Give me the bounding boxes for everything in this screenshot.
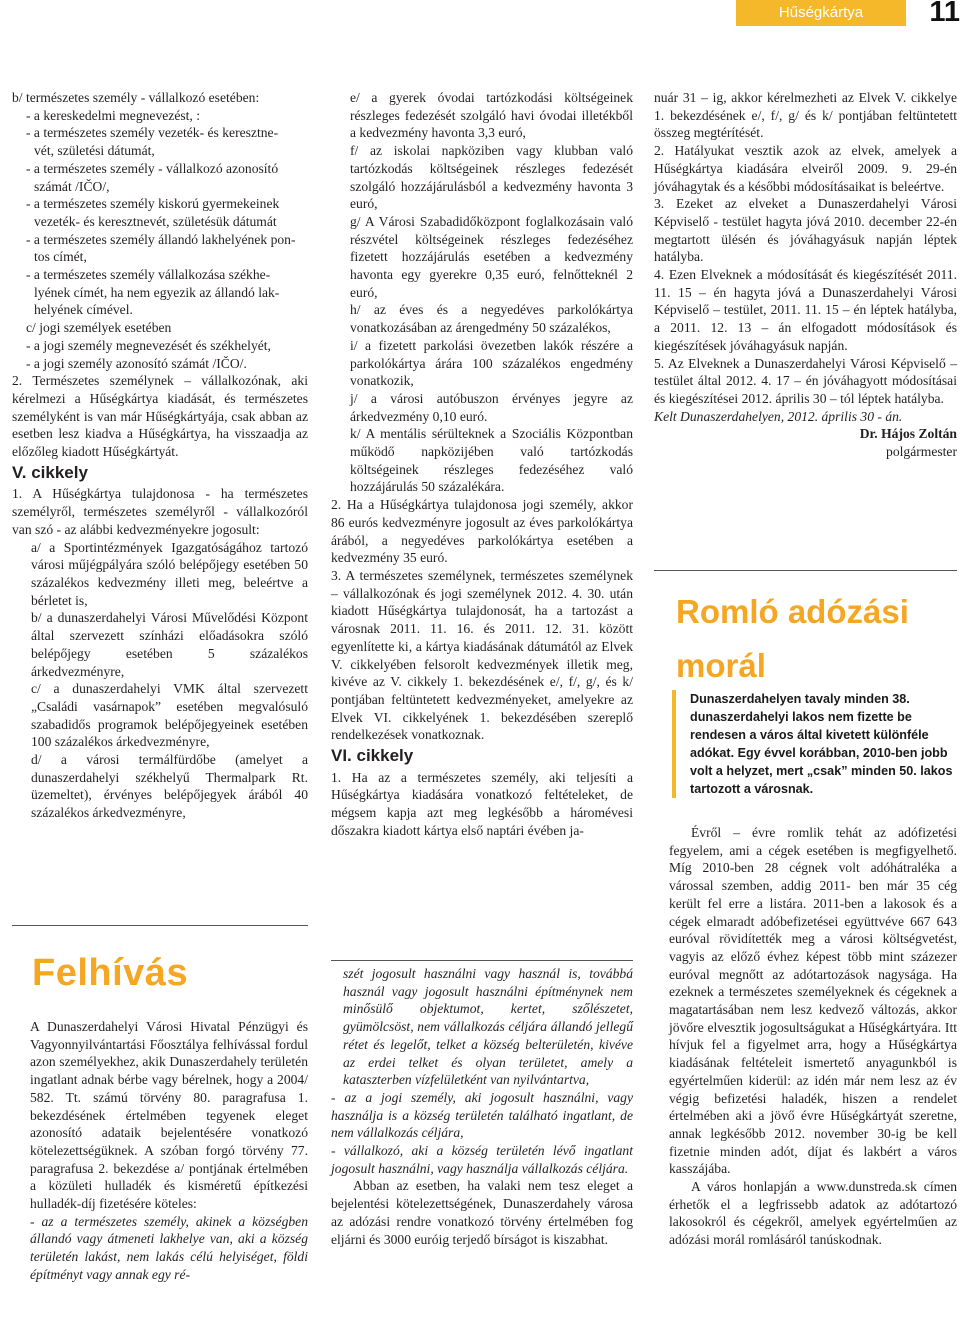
text-line: vét, születési dátumát, — [34, 143, 155, 159]
article-title-line2: morál — [676, 647, 766, 684]
list-item: i/ a fizetett parkolási övezetben lakók részére a parkolókártya árára 100 százalékos engedmény vonatkozik, — [350, 337, 633, 389]
text-line: - a természetes személy - vállalkozó azonosító — [26, 160, 279, 176]
paragraph: 1. Ha az a természetes személy, aki teljesíti a Hűségkártya kiadására vonatkozó feltételeket, de mégsem kapja azt meg legkésőbb a háromévesi dőszakra kiadott kártya első naptári évében ja- — [331, 769, 633, 838]
paragraph: 2. Természetes személynek – vállalkozónak, aki kérelmezi a Hűségkártya kiadását, és természetes személyként is van már Hűségkártyája, csak abban az esetben lesz kiadva a Hűségkártya, ha visszaadja az előzőleg kiadott Hűségkártyát. — [12, 373, 308, 460]
list-item: 4. Ezen Elveknek a módosítását és kiegészítését 2011. 11. 15 – én hagyta jóvá a Dunaszerdahelyi Városi Képviselő – testület, 2011. 11. 15 – én léptek hatályba, a 2011. 12. 13 – án elfogadott módosítások és kiegészítések jóváhagyásuk napján. — [654, 267, 957, 353]
page-number: 11 — [929, 0, 960, 28]
list-item: e/ a gyerek óvodai tartózkodási költségeinek részleges fedezését szolgáló havi óvodai illetékből a kedvezmény havonta 3,3 euró, — [350, 90, 633, 141]
list-item: - az a jogi személy, aki jogosult használni, vagy használja is a község területén található ingatlant, de nem vállalkozás céljára, — [331, 1089, 633, 1141]
article-body — [669, 824, 957, 1249]
paragraph: A város honlapján a www.dunstreda.sk címen érhetők el a legfrissebb adatok az adótartozó lakosokról és cégekről, amelyek egyértelműen az adózási morál romlásáról tanúskodnak. — [669, 1179, 957, 1248]
column-2 — [331, 89, 633, 840]
list-item: h/ az éves és a negyedéves parkolókártya vonatkozásában az árengedmény 50 százalékos, — [350, 302, 633, 336]
article-title — [676, 585, 957, 693]
list-item: 2. Hatályukat vesztik azok az elvek, amelyek a Hűségkártya kiadására elveiről 2009. 9. 29-én jóváhagytak és a későbbi módosításaikat is beleértve. — [654, 143, 957, 194]
paragraph: szét jogosult használni vagy használ is, továbbá használ vagy jogosult használni építménynek nem minősülő objektumot, kertet, szőlészetet, gyümölcsöst, nem vállalkozás céljára állandó jellegű rétet és legelőt, telket a község belterületén, kivéve az erdei telket és olyan területet, amely a kataszterben vízfelületként van nyilvántartva, — [343, 966, 633, 1088]
list-item: b/ a dunaszerdahelyi Városi Művelődési Központ által szervezett színházi előadásokra szóló belépőjegy esetében 5 százalékos árkedvezményre, — [31, 610, 308, 679]
text-line: - a jogi személy azonosító számát /IČO/. — [26, 355, 247, 371]
article-lead: Dunaszerdahelyen tavaly minden 38. dunaszerdahelyi lakos nem fizette be rendesen a város által kivetett különféle adókat. Egy évvel korábban, 2010-ben jobb volt a helyzet, mert „csak” minden 50. lakos tartozott a városnak. — [672, 690, 960, 798]
text-line: számát /IČO/, — [34, 178, 110, 194]
list-item: - vállalkozó, aki a község területén lévő ingatlant jogosult használni, vagy használja vállalkozás céljára. — [331, 1143, 633, 1176]
text-line: lyének címét, ha nem egyezik az állandó lak- — [34, 284, 280, 300]
list-item: k/ A mentális sérülteknek a Szociális Központban működő napközijében való tartózkodás költségeinek részleges fedezéséhez való hozzájárulás 50 százalékára. — [350, 426, 633, 495]
paragraph: 2. Ha a Hűségkártya tulajdonosa jogi személy, akkor 86 eurós kedvezményre jogosult az éves parkolókártya árából, a negyedéves parkolókártya esetében a kedvezmény 35 euró. — [331, 497, 633, 566]
text-line: c/ jogi személyek esetében — [26, 320, 172, 336]
signer-title: polgármester — [886, 444, 957, 460]
list-item: d/ a városi termálfürdőbe (amelyet a dunaszerdahelyi székhelyű Thermalpark Rt. üzemeltet), érvényes belépőjegyek árából 40 százalékos árkedvezményre, — [31, 752, 308, 821]
notice-box — [12, 925, 308, 1011]
list-item: f/ az iskolai napköziben vagy klubban való tartózkodás költségeinek részleges fedezését szolgáló hozzájárulásból a kedvezmény havonta 3 euró, — [350, 143, 633, 212]
paragraph: 3. A természetes személynek, természetes személynek – vállalkozónak és jogi személynek 2012. 4. 30. után kiadott Hűségkártya tulajdonosát, ha a tartozást a városnak 2011. 11. 16. és 2011. 12. 31. között egyenlítette ki, a kártya kiadásának dátumától az Elvek V. cikkelyében felsorolt kedvezmények illetik meg, kivéve az V. cikkely 1. bekezdésének e/, f/, g/, és k/ pontjában feltüntetett kedvezményeket, amelyekre az Elvek VI. cikkelyének 1. bekezdésében szereplő rendelkezések vonatkoznak. — [331, 567, 633, 743]
text-line: tos címét, — [34, 249, 87, 265]
list-item: j/ a városi autóbuszon érvényes jegyre az árkedvezmény 0,10 euró. — [350, 390, 633, 424]
text-line: - a természetes személy állandó lakhelyének pon- — [26, 231, 296, 247]
signature-date: Kelt Dunaszerdahelyen, 2012. április 30 - án. — [654, 408, 903, 424]
list-item: - az a természetes személy, akinek a községben állandó vagy átmeneti lakhelye van, aki a község területén lakást, nem lakás célú helyiséget, földi építményt vagy annak egy ré- — [30, 1213, 308, 1282]
paragraph: Abban az esetben, ha valaki nem tesz eleget a bejelentési kötelezettségének, Dunaszerdahely városa az adózási rendre vonatkozó törvény értelmében fog eljárni és 3000 euróig terjedő bírságot is kiszabhat. — [331, 1178, 633, 1247]
text-line: helyének címével. — [34, 302, 133, 318]
notice-body — [30, 1018, 308, 1284]
section-heading: VI. cikkely — [331, 746, 414, 766]
text-line: - a természetes személy vezeték- és keresztne- — [26, 125, 279, 141]
text-line: - a természetes személy vállalkozása székhe- — [26, 267, 271, 283]
paragraph: 1. A Hűségkártya tulajdonosa - ha természetes személyről, természetes személyről - vállalkozóról van szó - az alábbi kedvezményekre jogosult: — [12, 486, 308, 537]
column-1 — [12, 89, 308, 822]
list-item: a/ a Sportintézmények Igazgatóságához tartozó városi műjégpályára szóló belépőjegy esetében 50 százalékos kedvezmény illeti meg, beleértve a bérletet is, — [31, 539, 308, 608]
column-3 — [654, 89, 957, 461]
section-title: Hűségkártya — [778, 4, 864, 21]
text-line: vezeték- és keresztnevét, születésük dátumát — [34, 213, 277, 229]
list-item: 5. Az Elveknek a Dunaszerdahelyi Városi Képviselő – testület által 2012. 4. 17 – én jóváhagyott módosításai és kiegészítései 2012. április 30 – tól léptek hatályba. — [654, 355, 957, 406]
article-box — [654, 570, 957, 693]
list-item: c/ a dunaszerdahelyi VMK által szervezett „Családi vasárnapok” esetében megvalósuló szabadidős programok belépőjegyeinek esetében 100 százalékos árkedvezményre, — [31, 681, 308, 750]
section-banner — [736, 0, 906, 26]
section-heading: V. cikkely — [12, 462, 88, 482]
notice-title: Felhívás — [32, 952, 189, 994]
signer-name: Dr. Hájos Zoltán — [859, 426, 957, 442]
text-line: - a jogi személy megnevezését és székhelyét, — [26, 337, 271, 353]
text-line: b/ természetes személy - vállalkozó esetében: — [12, 90, 260, 105]
list-item: g/ A Városi Szabadidőközpont foglalkozásain való részvétel költségeinek részleges fedezéséhez fizetett hozzájárulás esetében a kedvezmény havonta egy gyerekre 0,35 euró, felnőtteknél 2 euró, — [350, 213, 633, 300]
paragraph: A Dunaszerdahelyi Városi Hivatal Pénzügyi és Vagyonnyilvántartási Főosztálya felhívással fordul azon személyekhez, akik Dunaszerdahely területén ingatlant adnak bérbe vagy bérelnek, hogy a 2004/ 582. Tt. számú törvény 80. paragrafusa 1. bekezdésének értelmében tegyenek eleget azonosító adataik bejelentésére vonatkozó kötelezettségüknek. A szóban forgó törvény 77. paragrafusa 2. bekezdése a/ pontjának értelmében a közületi hulladék és kisméretű építkezési hulladék-díj fizetésére köteles: — [30, 1019, 308, 1212]
notice-continuation — [331, 960, 633, 1248]
paragraph: Évről – évre romlik tehát az adófizetési fegyelem, ami a cégek esetében is megfigyelhető. Míg 2010-ben 28 cégnek volt adóhátraléka a várossal szemben, addig 2011- ben már 35 cég került fel erre a listára. 2011-ben a lakosok és a cégek elmaradt adóbefizetései együttvéve 667 643 euróval rövidítették meg a városi költségvetést, vagyis az előző évhez képest több mint százezer euróval megnőtt az adótartozások nagysága. Ha ezeknek a természetes személyeknek és cégeknek a magatartásában nem lesz kedvező változás, akkor jövőre elvesztik jogosultságukat a Hűségkártyára. Itt hívjuk fel a figyelmet arra, hogy a Hűségkártya kiadásának feltételeit ismertető anyagunkból is egyértelműen kiderül: az idén már nem lesz az év végig befizetési haladék, hiszen a rendelet értelmében aki a jövő évre Hűségkártyát szeretne, annak legkésőbb 2012. november 30-ig be kell fizetnie minden adót, díjat és lakbért a város kasszájába. — [669, 825, 957, 1177]
text-line: - a kereskedelmi megnevezést, : — [26, 107, 200, 123]
text-line: - a természetes személy kiskorú gyermekeinek — [26, 196, 280, 212]
list-item: 3. Ezeket az elveket a Dunaszerdahelyi Városi Képviselő - testület hagyta jóvá 2010. december 22-én megtartott ülésén és jóváhagyásuk napján léptek hatályba. — [654, 196, 957, 265]
paragraph: nuár 31 – ig, akkor kérelmezheti az Elvek V. cikkelye 1. bekezdésének e/, f/, g/ és k/ pontjában feltüntetett összeg megtérítését. — [654, 90, 957, 141]
article-title-line1: Romló adózási — [676, 593, 909, 630]
